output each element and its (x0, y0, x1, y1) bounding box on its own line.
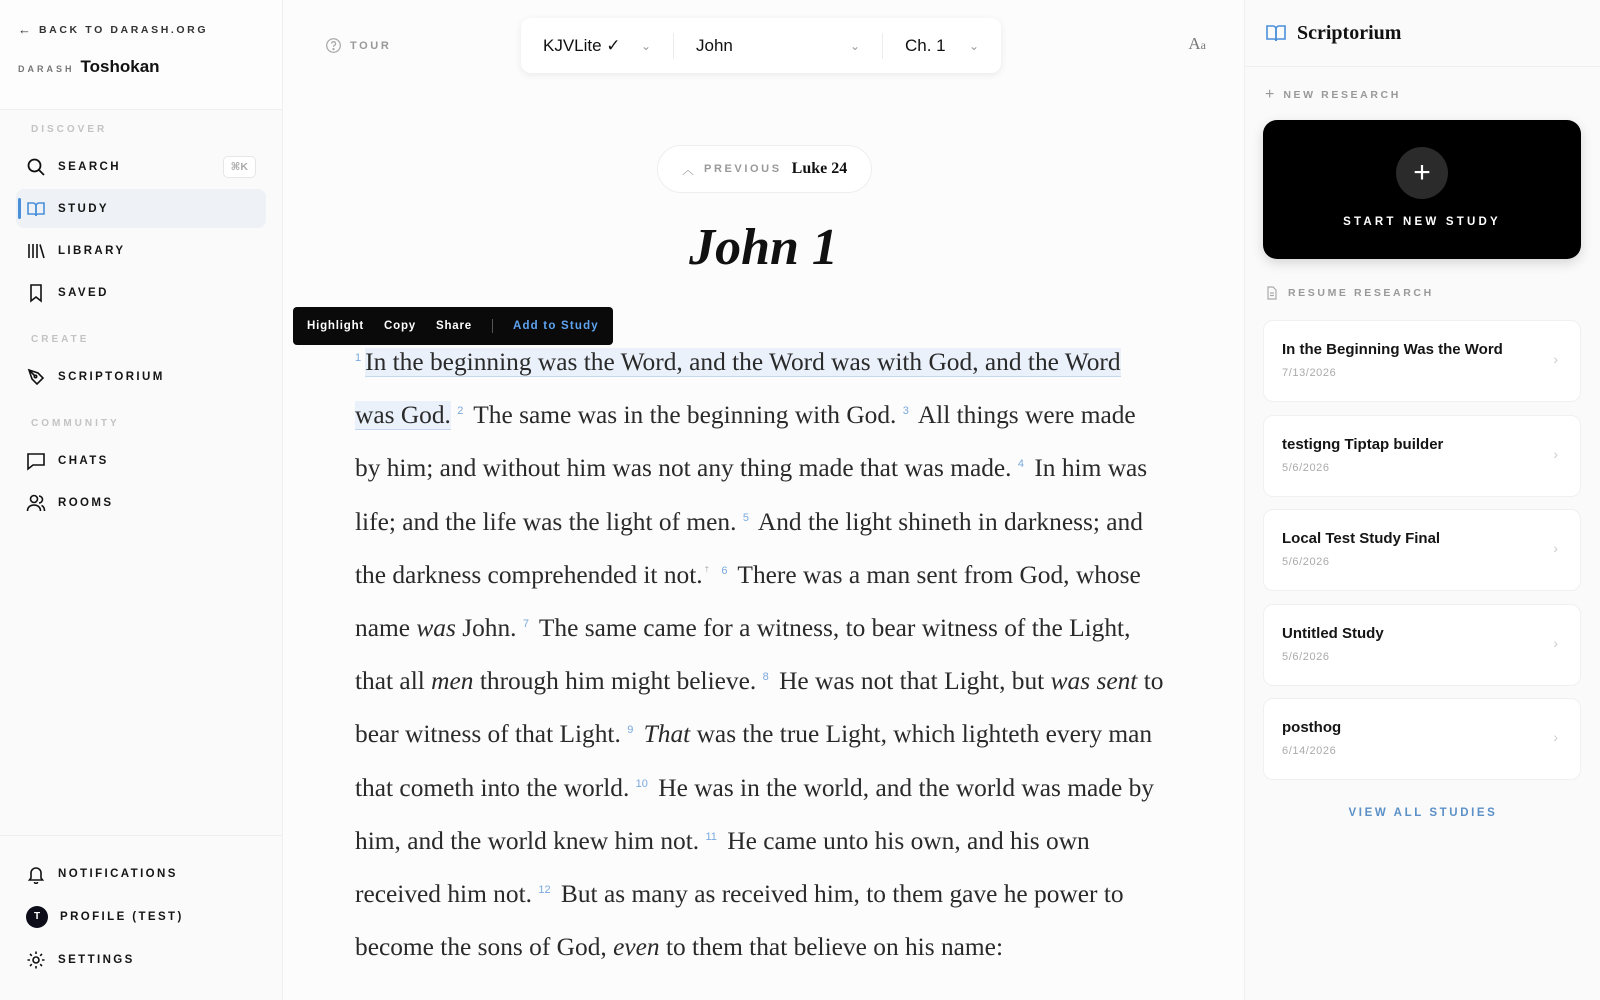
verse-text[interactable]: to bear witness of that Light. (355, 667, 1164, 749)
verse-number[interactable]: 6 (721, 564, 728, 577)
highlight-button[interactable]: Highlight (307, 320, 365, 332)
sidebar-item-label: LIBRARY (58, 244, 126, 257)
reader-pane (283, 0, 1244, 1000)
copy-button[interactable]: Copy (384, 320, 416, 332)
library-icon (26, 241, 46, 261)
back-to-darash-link[interactable] (18, 22, 264, 37)
selection-toolbar (293, 307, 613, 345)
start-new-study-label: START NEW STUDY (1343, 216, 1501, 228)
plus-icon: + (1396, 147, 1448, 199)
sidebar-item-search[interactable] (16, 147, 266, 186)
nav-discover (0, 124, 282, 312)
verse-text[interactable]: All things were made by him; and without him was not any thing made that was made. (355, 401, 1136, 483)
avatar: T (26, 906, 48, 928)
verse-number[interactable]: 11 (705, 830, 717, 843)
verse-text[interactable]: to them that believe on his name: (659, 933, 1004, 962)
plus-icon: + (1265, 86, 1275, 103)
study-card[interactable] (1263, 320, 1581, 402)
toolbar-divider (492, 319, 493, 333)
book-value: John (696, 35, 733, 55)
sidebar-item-label: SEARCH (58, 160, 121, 173)
sidebar-item-label: ROOMS (58, 496, 114, 509)
brand-small-text: DARASH (18, 64, 75, 74)
verse-italic: was (416, 614, 456, 643)
help-circle-icon (325, 37, 342, 54)
sidebar-item-saved[interactable] (16, 273, 266, 312)
chevron-down-icon: ⌄ (968, 38, 979, 53)
verse-italic: even (613, 933, 660, 962)
verse-number[interactable]: 7 (522, 618, 529, 631)
tour-label: TOUR (350, 39, 392, 52)
nav-community (0, 418, 282, 522)
chapter-title: John 1 (689, 219, 838, 276)
study-date: 7/13/2026 (1282, 367, 1337, 379)
verse-text[interactable]: But as many as received him, to them gave he power to become the sons of God, (355, 880, 1124, 962)
font-icon-big: A (1188, 34, 1201, 53)
open-book-icon (1265, 22, 1287, 44)
verse-text-selected[interactable]: In the beginning was the Word, and the Word was with God, and the Word was God. (355, 348, 1121, 430)
sidebar-item-label: CHATS (58, 454, 109, 467)
study-date: 6/14/2026 (1282, 745, 1337, 757)
sidebar-item-label: SAVED (58, 286, 109, 299)
verse-text[interactable]: He was not that Light, but (772, 667, 1051, 696)
verse-number[interactable]: 9 (627, 724, 634, 737)
study-title: posthog (1282, 719, 1342, 736)
section-label-community: COMMUNITY (31, 418, 120, 429)
verse-text[interactable]: He was in the world, and the world was made by him, and the world knew him not. (355, 773, 1154, 855)
font-icon-small: a (1200, 38, 1206, 52)
chevron-right-icon: › (1553, 351, 1558, 367)
verse-italic: men (431, 667, 474, 696)
nav-create (0, 334, 282, 396)
verse-number[interactable]: 5 (742, 511, 749, 524)
chapter-select[interactable] (883, 18, 1001, 73)
previous-chapter-button[interactable] (657, 145, 872, 193)
verse-number[interactable]: 10 (635, 777, 648, 790)
start-new-study-button[interactable] (1263, 120, 1581, 259)
verse-text[interactable]: John. (455, 614, 523, 643)
brand-block (0, 0, 282, 110)
tour-button[interactable] (325, 37, 391, 54)
gear-icon (26, 950, 46, 970)
sidebar-item-notifications[interactable] (16, 854, 267, 893)
verse-text[interactable]: through him might believe. (473, 667, 763, 696)
verse-italic: was sent (1050, 667, 1138, 696)
chevron-right-icon: › (1553, 540, 1558, 556)
study-list (1263, 320, 1581, 793)
back-link-label: BACK TO DARASH.ORG (39, 23, 209, 36)
sidebar-item-profile[interactable] (16, 897, 267, 936)
brand-name: Toshokan (80, 57, 160, 76)
verse-text[interactable]: The same came for a witness, to bear witness of the Light, that all (355, 614, 1131, 696)
study-title: Untitled Study (1282, 624, 1384, 642)
footnote-marker[interactable]: † (704, 564, 710, 574)
chevron-down-icon: ⌄ (640, 38, 651, 53)
study-title: In the Beginning Was the Word (1282, 341, 1503, 358)
verse-number[interactable]: 4 (1017, 458, 1024, 471)
scripture-text (355, 336, 1165, 974)
verse-text[interactable]: He came unto his own, and his own received him not. (355, 826, 1090, 909)
document-icon (1265, 286, 1279, 300)
pen-nib-icon (26, 367, 46, 387)
verse-number[interactable]: 2 (457, 405, 464, 418)
bell-icon (26, 864, 46, 884)
arrow-left-icon: ← (18, 22, 31, 37)
version-select[interactable] (521, 18, 673, 73)
verse-italic: That (637, 720, 691, 749)
resume-research-heading (1265, 286, 1434, 300)
add-to-study-button[interactable]: Add to Study (512, 320, 599, 332)
chapter-value: Ch. 1 (905, 35, 946, 55)
resume-research-label: RESUME RESEARCH (1288, 287, 1434, 299)
reader-topbar (283, 0, 1244, 92)
version-value: KJVLite ✓ (543, 35, 621, 55)
sidebar-item-label: SCRIPTORIUM (58, 370, 165, 383)
previous-reference: Luke 24 (791, 160, 848, 177)
study-date: 5/6/2026 (1282, 556, 1330, 568)
chat-bubble-icon (26, 451, 46, 471)
study-title: testigng Tiptap builder (1282, 435, 1444, 453)
book-select[interactable] (674, 18, 882, 73)
verse-number[interactable]: 8 (762, 671, 769, 684)
study-title: Local Test Study Final (1282, 530, 1441, 547)
new-research-button[interactable] (1265, 86, 1401, 104)
verse-text[interactable]: was the true Light, which lighteth every man that cometh into the world. (355, 720, 1153, 802)
scriptorium-header (1245, 0, 1600, 67)
left-sidebar (0, 0, 283, 1000)
sidebar-item-study[interactable] (16, 189, 266, 228)
chevron-down-icon: ⌄ (849, 38, 860, 53)
users-icon (26, 493, 46, 513)
verse-number[interactable]: 12 (538, 884, 551, 897)
search-shortcut-badge: ⌘K (223, 156, 256, 178)
sidebar-item-settings[interactable] (16, 940, 267, 979)
sidebar-item-label: PROFILE (TEST) (60, 910, 184, 923)
scriptorium-panel (1244, 0, 1600, 1000)
search-icon (26, 157, 46, 177)
sidebar-item-library[interactable] (16, 231, 266, 270)
share-button[interactable]: Share (435, 320, 472, 332)
verse-number[interactable]: 3 (902, 405, 909, 418)
passage-selector (521, 18, 1001, 73)
bookmark-icon (26, 283, 46, 303)
verse-text[interactable]: In him was life; and the life was the light of men. (355, 454, 1148, 536)
verse-text[interactable]: There was a man sent from God, whose name (355, 560, 1141, 643)
sidebar-item-label: SETTINGS (58, 953, 135, 966)
sidebar-item-rooms[interactable] (16, 483, 266, 522)
previous-label: PREVIOUS (704, 163, 782, 175)
sidebar-item-label: NOTIFICATIONS (58, 867, 178, 880)
new-research-label: NEW RESEARCH (1283, 89, 1401, 101)
chevron-right-icon: › (1553, 445, 1558, 462)
verse-text[interactable]: And the light shineth in darkness; and the darkness comprehended it not. (355, 507, 1143, 589)
chevron-right-icon: › (1553, 729, 1558, 745)
scriptorium-title: Scriptorium (1297, 21, 1402, 44)
sidebar-item-label: STUDY (58, 202, 109, 215)
verse-text[interactable]: The same was in the beginning with God. (467, 401, 903, 430)
brand-logo[interactable] (18, 57, 264, 77)
sidebar-bottom (0, 835, 283, 1000)
study-card[interactable] (1263, 415, 1581, 497)
study-card[interactable] (1263, 604, 1581, 686)
open-book-icon (26, 199, 46, 219)
view-all-studies-link[interactable]: VIEW ALL STUDIES (1348, 807, 1498, 819)
chevron-right-icon: › (1553, 634, 1558, 651)
section-label-create: CREATE (31, 334, 90, 345)
font-size-button[interactable] (1188, 34, 1206, 54)
chevron-up-icon: ︿ (682, 162, 695, 177)
sidebar-item-scriptorium[interactable] (16, 357, 266, 396)
study-card[interactable] (1263, 698, 1581, 780)
study-date: 5/6/2026 (1282, 461, 1330, 474)
verse-number[interactable]: 1 (355, 352, 362, 364)
study-date: 5/6/2026 (1282, 650, 1330, 663)
section-label-discover: DISCOVER (31, 124, 108, 135)
study-card[interactable] (1263, 509, 1581, 591)
sidebar-item-chats[interactable] (16, 441, 266, 480)
